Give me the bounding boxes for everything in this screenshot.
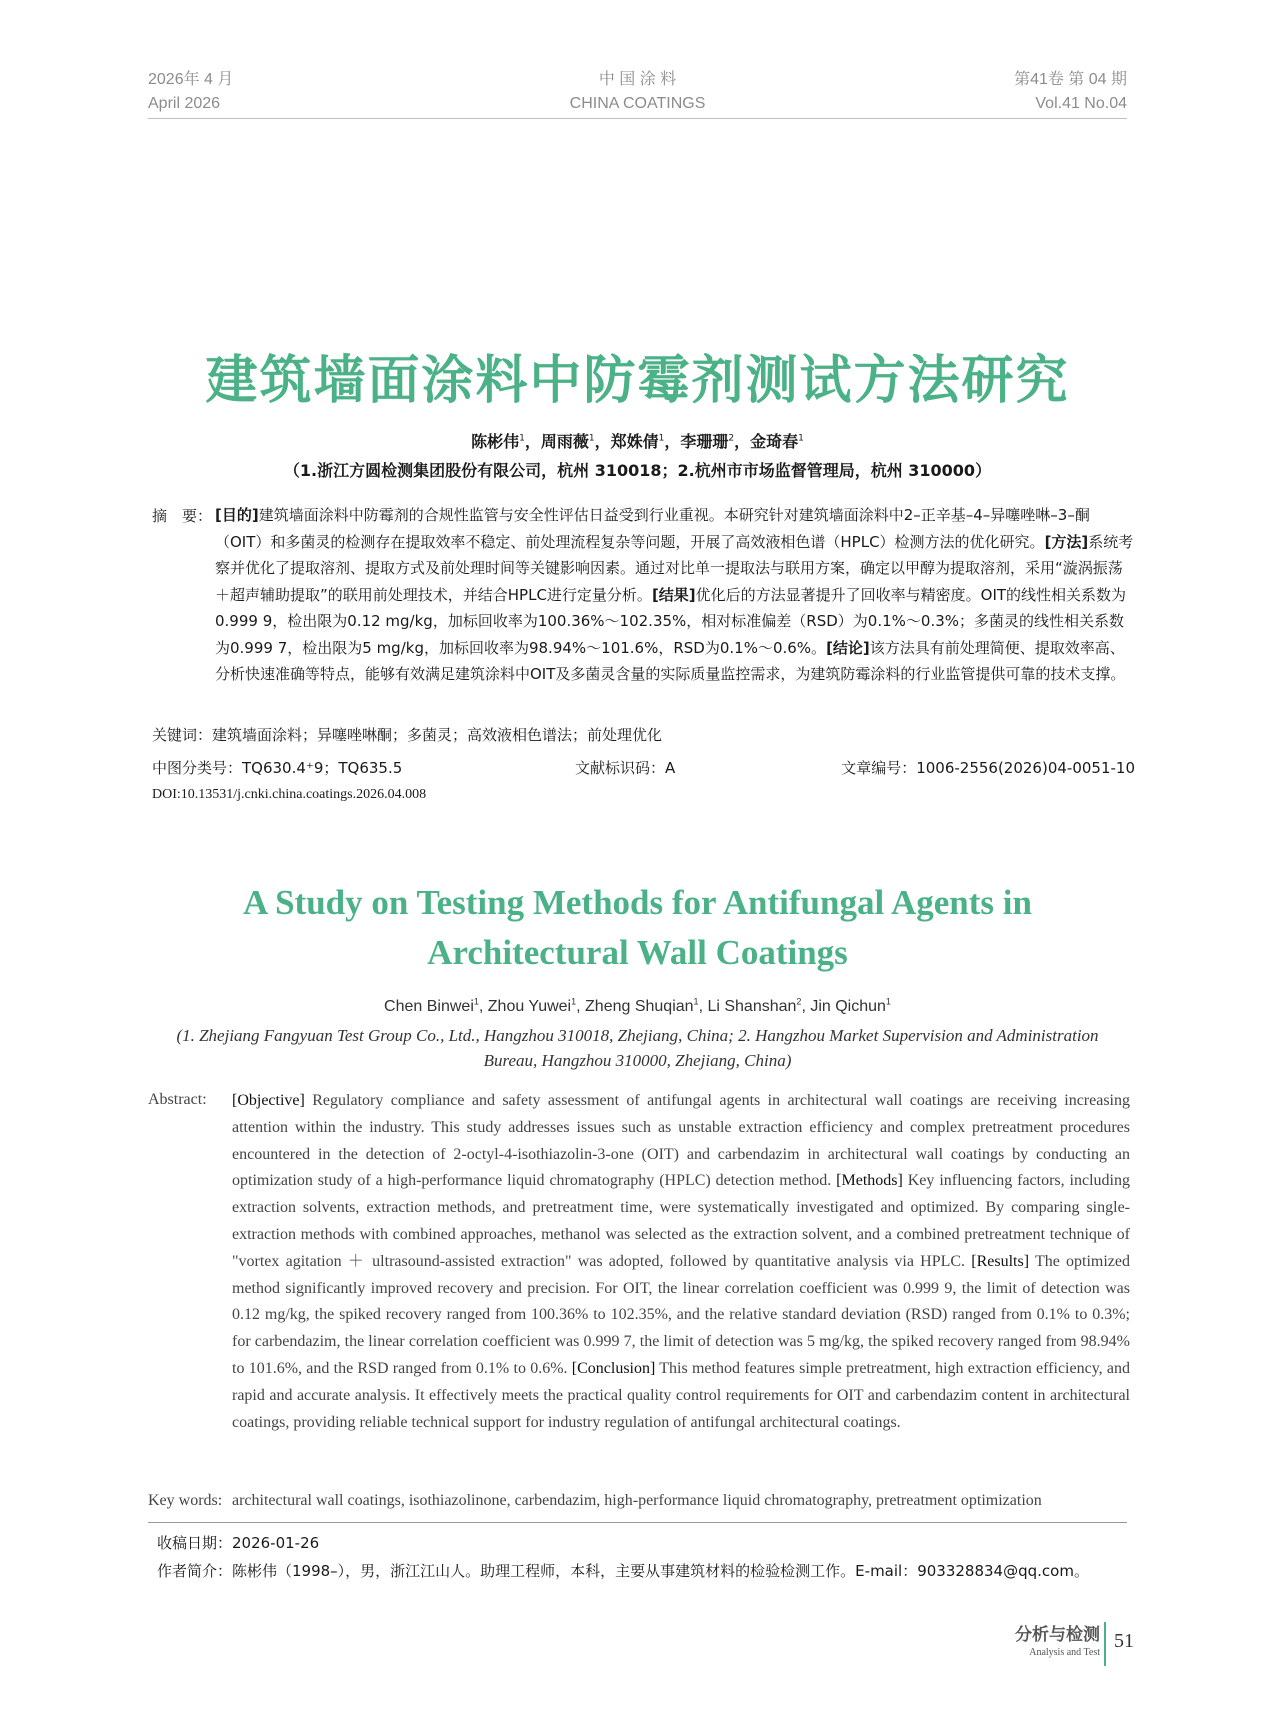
abstract-cn: [目的]建筑墙面涂料中防霉剂的合规性监管与安全性评估日益受到行业重视。本研究针对建筑墙面涂料中2–正辛基–4–异噻唑啉–3–酮（OIT）和多菌灵的检测存在提取效率不稳定、前处理流程复杂等问题，开展了高效液相色谱（HPLC）检测方法的优化研究。[方法]系统考察并优化了提取溶剂、提取方式及前处理时间等关键影响因素。通过对比单一提取法与联用方案，确定以甲醇为提取溶剂，采用“漩涡振荡＋超声辅助提取”的联用前处理技术，并结合HPLC进行定量分析。[结果]优化后的方法显著提升了回收率与精密度。OIT的线性相关系数为0.999 9，检出限为0.12 mg/kg，加标回收率为100.36%～102.35%，相对标准偏差（RSD）为0.1%～0.3%；多菌灵的线性相关系数为0.999 7，检出限为5 mg/kg，加标回收率为98.94%～101.6%，RSD为0.1%～0.6%。[结论]该方法具有前处理简便、提取效率高、分析快速准确等特点，能够有效满足建筑涂料中OIT及多菌灵含量的实际质量监控需求，为建筑防霉涂料的行业监管提供可靠的技术支撑。: [215, 506, 1134, 683]
author-bio: 作者简介：陈彬伟（1998–），男，浙江江山人。助理工程师，本科，主要从事建筑材料的检验检测工作。E-mail：903328834@qq.com。: [157, 1562, 1089, 1580]
author-en: Chen Binwei$^1$,: [384, 997, 488, 1016]
abstract-en-label: Abstract:: [148, 1091, 207, 1108]
author-cn: 周雨薇$^1$，: [540, 432, 611, 451]
author-cn: 陈彬伟$^1$，: [471, 432, 541, 451]
header-date-en: April 2026: [148, 95, 221, 112]
section-label-en: Analysis and Test: [1029, 1647, 1100, 1658]
abstract-en-tag-results: [Results]: [971, 1252, 1030, 1270]
abstract-cn-tag-objective: [目的]: [215, 506, 259, 524]
abstract-cn-tag-conclusion: [结论]: [826, 638, 870, 657]
header-issue-cn: 第41卷 第 04 期: [1014, 71, 1127, 88]
author-en: Zheng Shuqian$^1$,: [585, 997, 708, 1016]
abstract-cn-label: 摘 要：: [152, 507, 213, 525]
article-number: 文章编号：1006-2556(2026)04-0051-10: [841, 759, 1135, 777]
author-en: Jin Qichun$^1$: [810, 997, 891, 1016]
author-cn: 金琦春$^1$: [750, 432, 804, 451]
author-cn: 郑姝倩$^1$，: [610, 432, 681, 451]
header-issue-en: Vol.41 No.04: [1035, 95, 1127, 112]
title-en-line1: A Study on Testing Methods for Antifungal Agents in: [242, 883, 1032, 922]
title-cn: 建筑墙面涂料中防霉剂测试方法研究: [205, 351, 1070, 411]
abstract-en-tag-methods: [Methods]: [836, 1172, 903, 1190]
header-date-cn: 2026年 4 月: [148, 71, 234, 88]
author-en: Li Shanshan$^2$,: [707, 997, 811, 1016]
doi: DOI:10.13531/j.cnki.china.coatings.2026.04.008: [152, 787, 427, 802]
header-divider: [148, 118, 1127, 119]
received-date: 收稿日期：2026-01-26: [157, 1534, 320, 1552]
keywords-en: architectural wall coatings, isothiazolinone, carbendazim, high-performance liquid chromatography, pretreatment optimization: [232, 1492, 1042, 1509]
document-code: 文献标识码：A: [575, 759, 676, 777]
authors-cn: [0, 429, 1275, 452]
abstract-en: [Objective] Regulatory compliance and safety assessment of antifungal agents in architectural wall coatings are receiving increasing attention within the industry. This study addresses issues such as unstable extraction efficiency and complex pretreatment procedures encountered in the detection of 2-octyl-4-isothiazolin-3-one (OIT) and carbendazim in architectural wall coatings by conducting an optimization study of a high-performance liquid chromatography (HPLC) detection method. [Methods] Key influencing factors, including extraction solvents, extraction methods, and pretreatment time, were systematically investigated and optimized. By comparing single-extraction methods with combined approaches, methanol was selected as the extraction solvent, and a combined pretreatment technique of "vortex agitation ＋ ultrasound-assisted extraction" was adopted, followed by quantitative analysis via HPLC. [Results] The optimized method significantly improved recovery and precision. For OIT, the linear correlation coefficient was 0.999 9, the limit of detection was 0.12 mg/kg, the spiked recovery ranged from 100.36% to 102.35%, and the relative standard deviation (RSD) ranged from 0.1% to 0.3%; for carbendazim, the linear correlation coefficient was 0.999 7, the limit of detection was 5 mg/kg, the spiked recovery ranged from 98.94% to 101.6%, and the RSD ranged from 0.1% to 0.6%. [Conclusion] This method features simple pretreatment, high extraction efficiency, and rapid and accurate analysis. It effectively meets the practical quality control requirements for OIT and carbendazim content in architectural coatings, providing reliable technical support for industry regulation of antifungal architectural coatings.: [232, 1092, 1131, 1431]
title-en: [0, 878, 1275, 978]
abstract-en-tag-conclusion: [Conclusion]: [571, 1359, 656, 1377]
footnote-divider: [148, 1522, 1127, 1523]
page-number: 51: [1114, 1630, 1134, 1652]
header-issue: [1014, 68, 1127, 116]
title-en-line2: Architectural Wall Coatings: [427, 933, 848, 972]
clc-number: 中图分类号：TQ630.4⁺9；TQ635.5: [152, 759, 403, 777]
authors-en: [0, 997, 1275, 1016]
affiliations-cn: （1.浙江方圆检测集团股份有限公司，杭州 310018；2.杭州市市场监督管理局，杭州 310000）: [283, 461, 992, 480]
header-journal-cn: 中 国 涂 料: [598, 71, 677, 88]
abstract-en-tag-objective: [Objective]: [232, 1092, 305, 1109]
affiliations-en: (1. Zhejiang Fangyuan Test Group Co., Ltd., Hangzhou 310018, Zhejiang, China; 2. Hangzhou Market Supervision and Administration Bureau, Hangzhou 310000, Zhejiang, China): [176, 1026, 1099, 1070]
keywords-en-label: Key words:: [148, 1492, 223, 1509]
keywords-cn: 关键词：建筑墙面涂料；异噻唑啉酮；多菌灵；高效液相色谱法；前处理优化: [152, 726, 663, 744]
header-journal-en: CHINA COATINGS: [569, 95, 706, 112]
footer-accent-bar: [1104, 1622, 1106, 1666]
section-label-cn: 分析与检测: [1015, 1625, 1100, 1645]
abstract-cn-tag-results: [结果]: [651, 585, 696, 604]
author-cn: 李珊珊$^2$，: [680, 432, 751, 451]
author-en: Zhou Yuwei$^1$,: [487, 997, 586, 1016]
abstract-cn-tag-methods: [方法]: [1044, 532, 1089, 551]
